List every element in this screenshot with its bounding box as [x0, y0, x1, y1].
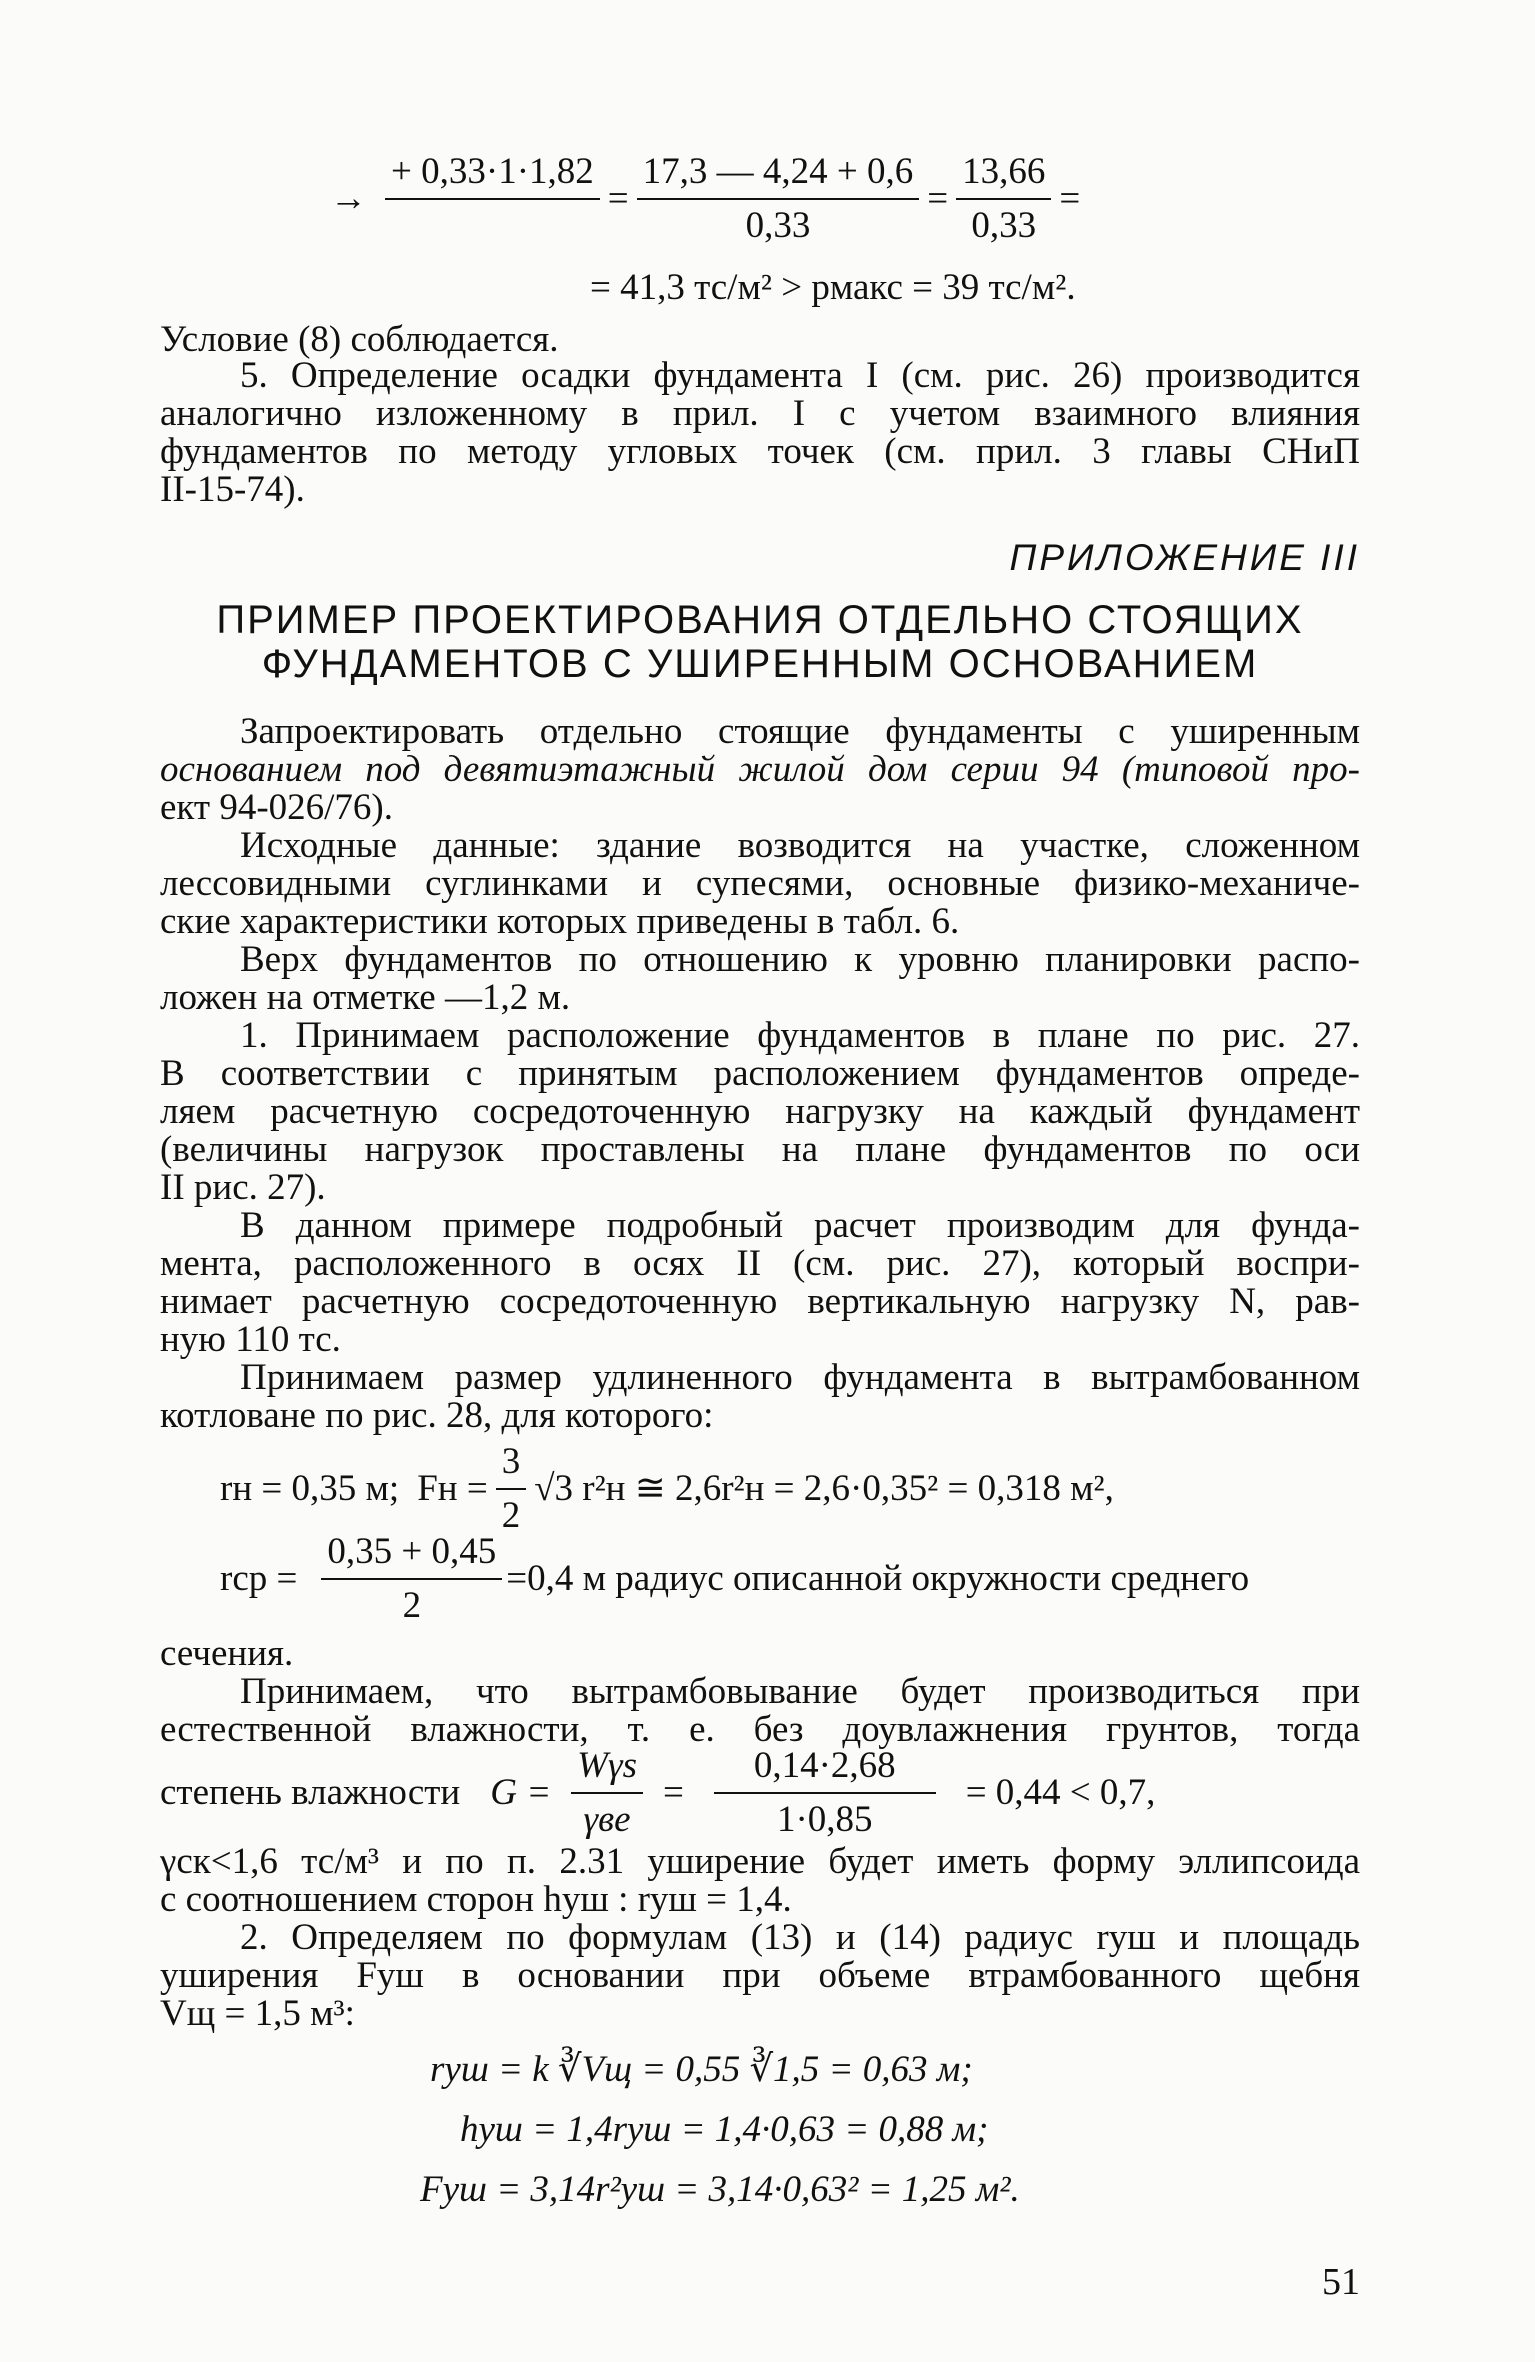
level-line: ложен на отметке —1,2 м. — [160, 977, 571, 1018]
fraction-3-2: $\frac{3}{2}$ — [496, 1440, 527, 1538]
top-formula-result: = 41,3 тс/м² > pмакс = 39 тс/м². — [590, 267, 1076, 308]
para5-line: 5. Определение осадки фундамента I (см. рис. 26) производится — [240, 355, 1360, 396]
size-line: Принимаем размер удлиненного фундамента в вытрамбованном — [240, 1357, 1360, 1398]
fraction-rcp: $\frac{0,35 + 0,45}{2}$ — [321, 1530, 502, 1628]
fraction-2: $\frac{17,3 — 4,24 + 0,6}{0,33}$ — [637, 150, 920, 248]
condition-text: Условие (8) соблюдается. — [160, 319, 559, 360]
para5-line: фундаментов по методу угловых точек (см. прил. 3 главы СНиП — [160, 431, 1360, 472]
step1-line: ляем расчетную сосредоточенную нагрузку на каждый фундамент — [160, 1091, 1360, 1132]
equation-r-ush: rуш = k ∛Vщ = 0,55 ∛1,5 = 0,63 м; — [430, 2049, 973, 2090]
step2-line: уширения Fуш в основании при объеме втрамбованного щебня — [160, 1955, 1360, 1996]
fraction-3: $\frac{13,66}{0,33}$ — [956, 150, 1051, 248]
page-number: 51 — [1322, 2261, 1360, 2303]
page-title: ПРИМЕР ПРОЕКТИРОВАНИЯ ОТДЕЛЬНО СТОЯЩИХ — [216, 598, 1304, 642]
source-line: Исходные данные: здание возводится на участке, сложенном — [240, 825, 1360, 866]
equation-g: степень влажности G = $\frac{\text{Wγs}}{\text{γвe}}$ = $\frac{0,14\cdot 2,68}{1\cdot 0,85}$ = 0,44 < 0,7, — [160, 1745, 1156, 1840]
step1-line: 1. Принимаем расположение фундаментов в плане по рис. 27. — [240, 1015, 1360, 1056]
para5-line: аналогично изложенному в прил. I с учетом взаимного влияния — [160, 393, 1360, 434]
fraction-g1: $\frac{\text{Wγs}}{\text{γвe}}$ — [571, 1744, 643, 1842]
para5-line: II-15-74). — [160, 469, 305, 510]
moisture-line: Принимаем, что вытрамбовывание будет производиться при — [240, 1671, 1360, 1712]
page-title: ФУНДАМЕНТОВ С УШИРЕННЫМ ОСНОВАНИЕМ — [261, 642, 1259, 686]
fraction-1: + 0,33·1·1,82 — [385, 150, 600, 248]
gamma-line: γск<1,6 тс/м³ и по п. 2.31 уширение будет иметь форму эллипсоида — [160, 1841, 1360, 1882]
intro-line: основанием под девятиэтажный жилой дом серии 94 (типовой про- — [160, 749, 1360, 790]
intro-line: ект 94-026/76). — [160, 787, 394, 828]
equation-rcp-continuation: сечения. — [160, 1633, 294, 1674]
equation-h-ush: hуш = 1,4rуш = 1,4·0,63 = 0,88 м; — [460, 2109, 989, 2150]
equation-f-ush: Fуш = 3,14r²уш = 3,14·0,63² = 1,25 м². — [420, 2169, 1020, 2210]
example-line: мента, расположенного в осях II (см. рис. 27), который воспри- — [160, 1243, 1360, 1284]
arrow-icon: → — [330, 178, 367, 219]
step1-line: (величины нагрузок проставлены на плане фундаментов по оси — [160, 1129, 1360, 1170]
equation-rn: rн = 0,35 м; Fн = $\frac{3}{2}$ √3 r²н ≅ 2,6r²н = 2,6·0,35² = 0,318 м², — [220, 1441, 1114, 1536]
level-line: Верх фундаментов по отношению к уровню планировки распо- — [240, 939, 1360, 980]
appendix-label: ПРИЛОЖЕНИЕ III — [1009, 537, 1360, 578]
step1-line: В соответствии с принятым расположением фундаментов опреде- — [160, 1053, 1360, 1094]
step2-line: 2. Определяем по формулам (13) и (14) радиус rуш и площадь — [240, 1917, 1360, 1958]
equation-rcp: rср = $\frac{0,35 + 0,45}{2}$ =0,4 м радиус описанной окружности среднего — [220, 1531, 1250, 1626]
fraction-g2: $\frac{0,14\cdot 2,68}{1\cdot 0,85}$ — [714, 1744, 936, 1842]
example-line: В данном примере подробный расчет производим для фунда- — [240, 1205, 1360, 1246]
example-line: нимает расчетную сосредоточенную вертикальную нагрузку N, рав- — [160, 1281, 1360, 1322]
gamma-line: с соотношением сторон hуш : rуш = 1,4. — [160, 1879, 792, 1920]
size-line: котловане по рис. 28, для которого: — [160, 1395, 714, 1436]
step1-line: II рис. 27). — [160, 1167, 326, 1208]
top-formula: → + 0,33·1·1,82 = $\frac{17,3 — 4,24 + 0,6}{0,33}$ = $\frac{13,66}{0,33}$ = — [330, 151, 1081, 246]
example-line: ную 110 тс. — [160, 1319, 341, 1360]
step2-line: Vщ = 1,5 м³: — [160, 1993, 355, 2034]
source-line: лессовидными суглинками и супесями, основные физико-механиче- — [160, 863, 1360, 904]
intro-line: Запроектировать отдельно стоящие фундаменты с уширенным — [240, 711, 1360, 752]
moisture-line: естественной влажности, т. е. без доувлажнения грунтов, тогда — [160, 1709, 1360, 1750]
source-line: ские характеристики которых приведены в табл. 6. — [160, 901, 960, 942]
